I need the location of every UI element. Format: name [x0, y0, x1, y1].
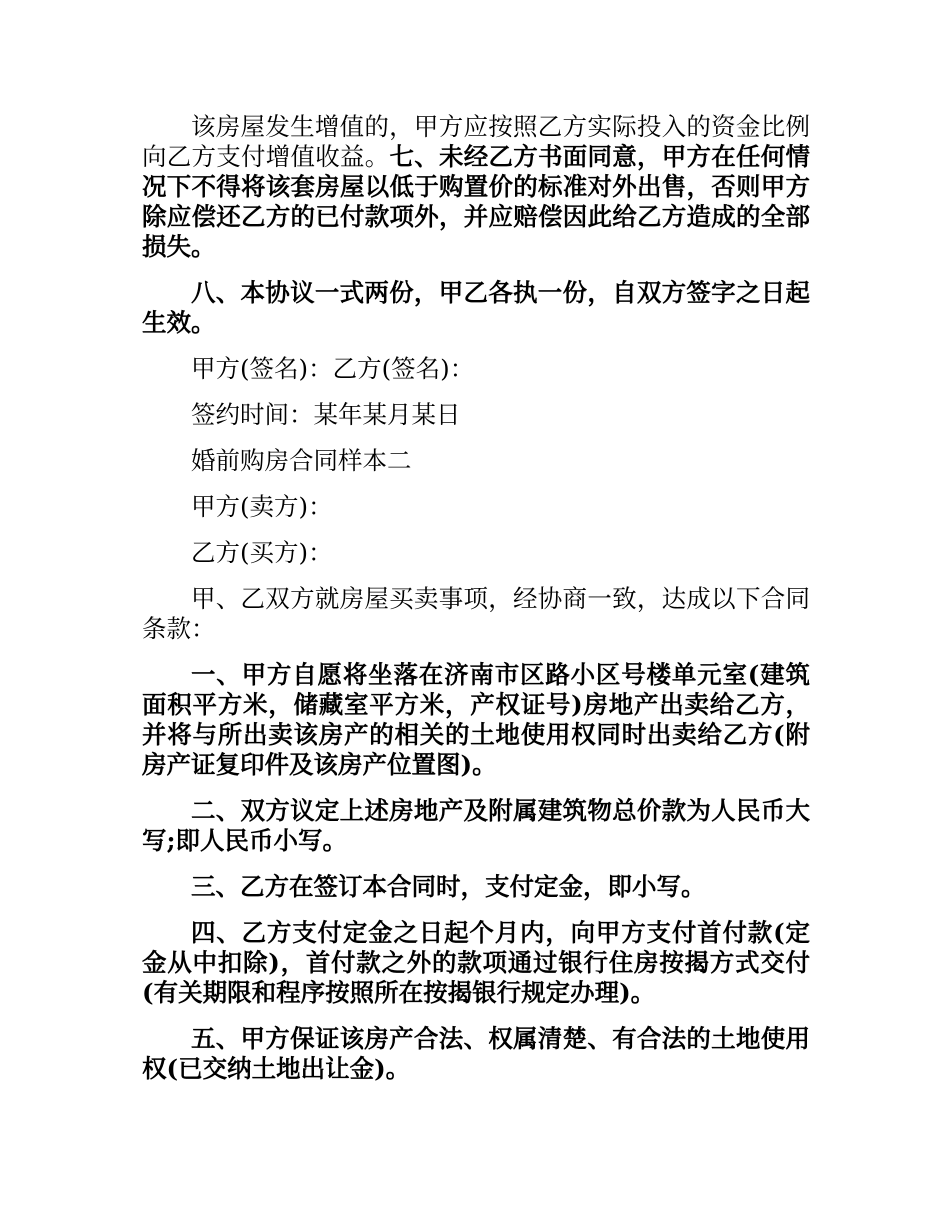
clause-eight: 八、本协议一式两份，甲乙各执一份，自双方签字之日起生效。	[142, 278, 810, 337]
clause-four: 四、乙方支付定金之日起个月内，向甲方支付首付款(定金从中扣除)，首付款之外的款项通过银行住房按揭方式交付(有关期限和程序按照所在按揭银行规定办理)。	[142, 918, 810, 1007]
clause-three: 三、乙方在签订本合同时，支付定金，即小写。	[191, 872, 706, 901]
clause-five: 五、甲方保证该房产合法、权属清楚、有合法的土地使用权(已交纳土地出让金)。	[142, 1024, 810, 1083]
clause-one: 一、甲方自愿将坐落在济南市区路小区号楼单元室(建筑面积平方米，储藏室平方米，产权证号)房地产出卖给乙方，并将与所出卖该房产的相关的土地使用权同时出卖给乙方(附房产证复印件及该房产位置图)。	[142, 660, 810, 779]
party-a-seller: 甲方(卖方)：	[191, 492, 333, 521]
clause-seven-text: 七、未经乙方书面同意，甲方在任何情况下不得将该套房屋以低于购置价的标准对外出售，否则甲方除应偿还乙方的已付款项外，并应赔偿因此给乙方造成的全部损失。	[142, 142, 810, 261]
paragraph-appreciation-clause	[142, 112, 810, 262]
sample-title: 婚前购房合同样本二	[191, 446, 412, 475]
appreciation-text: 该房屋发生增值的，甲方应按照乙方实际投入的资金比例向乙方支付增值收益。	[142, 112, 810, 171]
signing-date: 签约时间：某年某月某日	[191, 400, 461, 429]
agreement-intro: 甲、乙双方就房屋买卖事项，经协商一致，达成以下合同条款：	[142, 584, 810, 643]
document-page	[142, 112, 810, 1100]
party-b-buyer: 乙方(买方)：	[191, 538, 333, 567]
clause-two: 二、双方议定上述房地产及附属建筑物总价款为人民币大写;即人民币小写。	[142, 796, 810, 855]
signature-line: 甲方(签名)：乙方(签名)：	[191, 354, 475, 383]
